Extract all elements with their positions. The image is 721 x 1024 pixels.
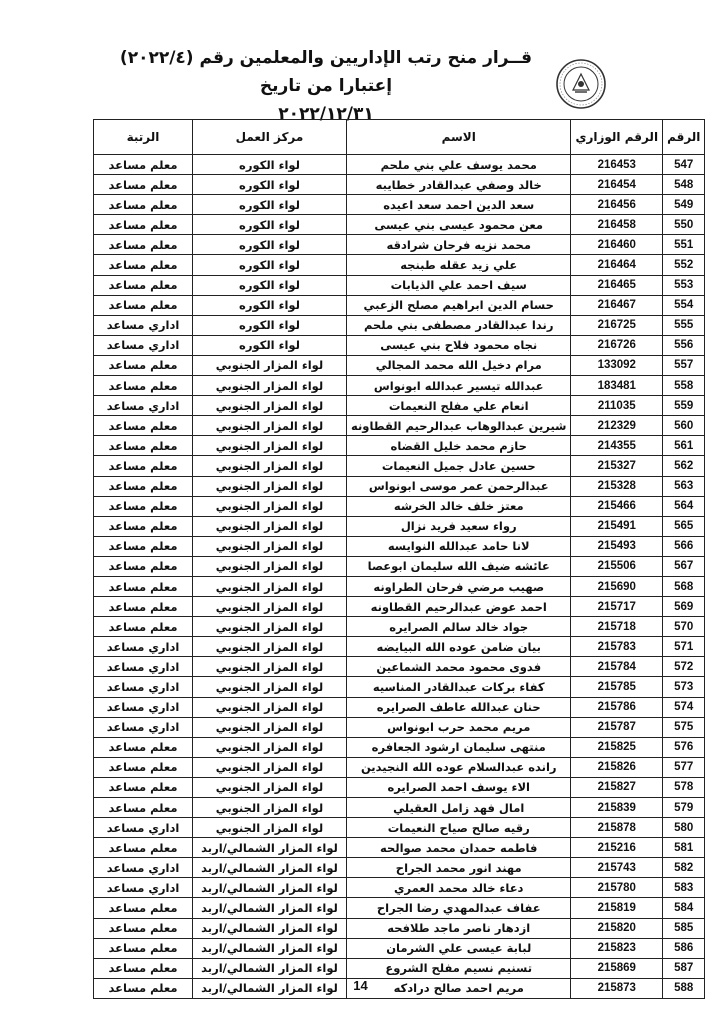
table-row	[94, 617, 705, 637]
cell-workplace: لواء الكوره	[193, 215, 347, 235]
cell-rank: معلم مساعد	[94, 416, 193, 436]
cell-ministry-no: 215878	[571, 818, 663, 838]
table-row	[94, 677, 705, 697]
cell-workplace: لواء المزار الجنوبي	[193, 396, 347, 416]
table-row	[94, 637, 705, 657]
cell-seq: 549	[663, 195, 705, 215]
cell-rank: معلم مساعد	[94, 737, 193, 757]
table-row	[94, 416, 705, 436]
cell-ministry-no: 214355	[571, 436, 663, 456]
cell-seq: 557	[663, 355, 705, 375]
table-row	[94, 536, 705, 556]
cell-ministry-no: 215466	[571, 496, 663, 516]
table-row	[94, 476, 705, 496]
cell-seq: 575	[663, 717, 705, 737]
cell-workplace: لواء الكوره	[193, 175, 347, 195]
column-header-rank: الرتبة	[94, 120, 193, 155]
cell-name: رانده عبدالسلام عوده الله النجيدين	[347, 757, 571, 777]
table-row	[94, 235, 705, 255]
column-header-workplace: مركز العمل	[193, 120, 347, 155]
cell-seq: 573	[663, 677, 705, 697]
cell-workplace: لواء المزار الجنوبي	[193, 657, 347, 677]
cell-name: عائشه ضيف الله سليمان ابوعصا	[347, 556, 571, 576]
cell-ministry-no: 216465	[571, 275, 663, 295]
cell-name: امال فهد زامل العقيلي	[347, 798, 571, 818]
cell-ministry-no: 183481	[571, 376, 663, 396]
cell-ministry-no: 215873	[571, 978, 663, 998]
cell-name: حسام الدين ابراهيم مصلح الزعبي	[347, 295, 571, 315]
cell-seq: 558	[663, 376, 705, 396]
cell-ministry-no: 215493	[571, 536, 663, 556]
cell-seq: 550	[663, 215, 705, 235]
cell-rank: معلم مساعد	[94, 355, 193, 375]
table-row	[94, 918, 705, 938]
cell-workplace: لواء المزار الجنوبي	[193, 536, 347, 556]
cell-ministry-no: 215327	[571, 456, 663, 476]
cell-ministry-no: 215506	[571, 556, 663, 576]
cell-rank: معلم مساعد	[94, 476, 193, 496]
cell-ministry-no: 215491	[571, 516, 663, 536]
cell-workplace: لواء المزار الشمالي/اربد	[193, 858, 347, 878]
cell-seq: 565	[663, 516, 705, 536]
cell-seq: 584	[663, 898, 705, 918]
cell-workplace: لواء الكوره	[193, 155, 347, 175]
cell-name: دعاء خالد محمد العمري	[347, 878, 571, 898]
cell-workplace: لواء المزار الجنوبي	[193, 617, 347, 637]
cell-rank: معلم مساعد	[94, 215, 193, 235]
cell-seq: 553	[663, 275, 705, 295]
table-row	[94, 355, 705, 375]
table-row	[94, 576, 705, 596]
cell-seq: 561	[663, 436, 705, 456]
cell-workplace: لواء المزار الشمالي/اربد	[193, 938, 347, 958]
table-row	[94, 155, 705, 175]
cell-ministry-no: 215820	[571, 918, 663, 938]
table-row	[94, 737, 705, 757]
table-row	[94, 717, 705, 737]
table-row	[94, 376, 705, 396]
cell-name: لبابة عيسى علي الشرمان	[347, 938, 571, 958]
table-row	[94, 777, 705, 797]
cell-ministry-no: 215827	[571, 777, 663, 797]
cell-rank: معلم مساعد	[94, 958, 193, 978]
cell-rank: معلم مساعد	[94, 436, 193, 456]
table-row	[94, 958, 705, 978]
cell-name: عفاف عبدالمهدي رضا الجراح	[347, 898, 571, 918]
cell-workplace: لواء الكوره	[193, 235, 347, 255]
cell-name: حازم محمد خليل القضاه	[347, 436, 571, 456]
cell-ministry-no: 215718	[571, 617, 663, 637]
cell-name: لانا حامد عبدالله النوايسه	[347, 536, 571, 556]
cell-ministry-no: 211035	[571, 396, 663, 416]
cell-workplace: لواء المزار الجنوبي	[193, 637, 347, 657]
cell-workplace: لواء المزار الجنوبي	[193, 416, 347, 436]
cell-name: منتهى سليمان ارشود الجعافره	[347, 737, 571, 757]
cell-ministry-no: 216725	[571, 315, 663, 335]
cell-rank: اداري مساعد	[94, 315, 193, 335]
cell-name: مريم محمد حرب ابونواس	[347, 717, 571, 737]
cell-name: صهيب مرضي فرحان الطراونه	[347, 576, 571, 596]
cell-name: معتز خلف خالد الخرشه	[347, 496, 571, 516]
cell-ministry-no: 215328	[571, 476, 663, 496]
table-row	[94, 938, 705, 958]
cell-name: الاء يوسف احمد الصرايره	[347, 777, 571, 797]
cell-rank: معلم مساعد	[94, 255, 193, 275]
cell-seq: 562	[663, 456, 705, 476]
cell-rank: معلم مساعد	[94, 195, 193, 215]
cell-rank: اداري مساعد	[94, 818, 193, 838]
cell-seq: 567	[663, 556, 705, 576]
cell-workplace: لواء المزار الجنوبي	[193, 717, 347, 737]
cell-workplace: لواء المزار الجنوبي	[193, 456, 347, 476]
cell-seq: 551	[663, 235, 705, 255]
cell-workplace: لواء المزار الجنوبي	[193, 737, 347, 757]
cell-ministry-no: 215743	[571, 858, 663, 878]
table-row	[94, 898, 705, 918]
cell-workplace: لواء المزار الجنوبي	[193, 818, 347, 838]
cell-name: فاطمه حمدان محمد صوالحه	[347, 838, 571, 858]
cell-workplace: لواء المزار الشمالي/اربد	[193, 878, 347, 898]
table-row	[94, 335, 705, 355]
cell-ministry-no: 215717	[571, 597, 663, 617]
cell-name: فدوى محمود محمد الشماعين	[347, 657, 571, 677]
cell-workplace: لواء المزار الجنوبي	[193, 436, 347, 456]
cell-rank: معلم مساعد	[94, 496, 193, 516]
cell-ministry-no: 216726	[571, 335, 663, 355]
cell-rank: معلم مساعد	[94, 556, 193, 576]
cell-seq: 581	[663, 838, 705, 858]
cell-seq: 582	[663, 858, 705, 878]
ranks-table	[93, 119, 705, 999]
cell-workplace: لواء المزار الجنوبي	[193, 757, 347, 777]
cell-rank: اداري مساعد	[94, 858, 193, 878]
cell-rank: معلم مساعد	[94, 516, 193, 536]
cell-workplace: لواء الكوره	[193, 335, 347, 355]
table-row	[94, 295, 705, 315]
cell-workplace: لواء الكوره	[193, 295, 347, 315]
cell-ministry-no: 215783	[571, 637, 663, 657]
cell-name: سعد الدين احمد سعد اعيده	[347, 195, 571, 215]
cell-name: شيرين عبدالوهاب عبدالرحيم القطاونه	[347, 416, 571, 436]
cell-seq: 580	[663, 818, 705, 838]
cell-workplace: لواء المزار الجنوبي	[193, 798, 347, 818]
cell-workplace: لواء الكوره	[193, 255, 347, 275]
cell-ministry-no: 216456	[571, 195, 663, 215]
cell-name: حسين عادل جميل النعيمات	[347, 456, 571, 476]
cell-workplace: لواء المزار الجنوبي	[193, 496, 347, 516]
column-header-name: الاسم	[347, 120, 571, 155]
cell-ministry-no: 212329	[571, 416, 663, 436]
table-header-row	[94, 120, 705, 155]
cell-rank: اداري مساعد	[94, 335, 193, 355]
cell-name: ازدهار ناصر ماجد طلافحه	[347, 918, 571, 938]
cell-seq: 586	[663, 938, 705, 958]
cell-rank: معلم مساعد	[94, 536, 193, 556]
cell-rank: معلم مساعد	[94, 456, 193, 476]
cell-rank: معلم مساعد	[94, 617, 193, 637]
cell-ministry-no: 216453	[571, 155, 663, 175]
cell-rank: اداري مساعد	[94, 697, 193, 717]
cell-seq: 559	[663, 396, 705, 416]
cell-name: كفاء بركات عبدالقادر المناسيه	[347, 677, 571, 697]
page-number: 14	[353, 978, 368, 993]
cell-seq: 577	[663, 757, 705, 777]
cell-workplace: لواء الكوره	[193, 315, 347, 335]
table-row	[94, 315, 705, 335]
cell-name: عبدالرحمن عمر موسى ابونواس	[347, 476, 571, 496]
cell-rank: معلم مساعد	[94, 978, 193, 998]
cell-workplace: لواء المزار الشمالي/اربد	[193, 838, 347, 858]
cell-ministry-no: 216454	[571, 175, 663, 195]
cell-rank: معلم مساعد	[94, 576, 193, 596]
table-row	[94, 858, 705, 878]
table-row	[94, 697, 705, 717]
table-row	[94, 556, 705, 576]
cell-seq: 588	[663, 978, 705, 998]
cell-rank: معلم مساعد	[94, 777, 193, 797]
cell-workplace: لواء المزار الشمالي/اربد	[193, 958, 347, 978]
cell-name: محمد نزيه فرحان شرادقه	[347, 235, 571, 255]
cell-seq: 578	[663, 777, 705, 797]
cell-rank: اداري مساعد	[94, 637, 193, 657]
cell-workplace: لواء الكوره	[193, 195, 347, 215]
cell-rank: معلم مساعد	[94, 175, 193, 195]
cell-ministry-no: 215780	[571, 878, 663, 898]
table-row	[94, 657, 705, 677]
cell-workplace: لواء الكوره	[193, 275, 347, 295]
title-line-2: ٢٠٢٢/١٢/٣١	[278, 104, 374, 124]
cell-ministry-no: 216467	[571, 295, 663, 315]
cell-rank: معلم مساعد	[94, 275, 193, 295]
cell-ministry-no: 215785	[571, 677, 663, 697]
cell-rank: معلم مساعد	[94, 376, 193, 396]
cell-name: رندا عبدالقادر مصطفى بني ملحم	[347, 315, 571, 335]
cell-name: عبدالله تيسير عبدالله ابونواس	[347, 376, 571, 396]
cell-rank: معلم مساعد	[94, 918, 193, 938]
cell-seq: 583	[663, 878, 705, 898]
cell-name: نجاه محمود فلاح بني عيسى	[347, 335, 571, 355]
cell-name: جواد خالد سالم الصرايره	[347, 617, 571, 637]
cell-seq: 572	[663, 657, 705, 677]
cell-ministry-no: 216460	[571, 235, 663, 255]
cell-seq: 570	[663, 617, 705, 637]
table-row	[94, 195, 705, 215]
cell-name: احمد عوض عبدالرحيم القطاونه	[347, 597, 571, 617]
page-title	[91, 44, 561, 128]
cell-name: محمد يوسف علي بني ملحم	[347, 155, 571, 175]
table-row	[94, 878, 705, 898]
cell-ministry-no: 215216	[571, 838, 663, 858]
cell-ministry-no: 215690	[571, 576, 663, 596]
cell-seq: 587	[663, 958, 705, 978]
cell-seq: 585	[663, 918, 705, 938]
cell-rank: اداري مساعد	[94, 878, 193, 898]
cell-rank: معلم مساعد	[94, 938, 193, 958]
table-row	[94, 496, 705, 516]
cell-ministry-no: 215823	[571, 938, 663, 958]
cell-ministry-no: 215787	[571, 717, 663, 737]
cell-seq: 555	[663, 315, 705, 335]
cell-name: حنان عبدالله عاطف الصرايره	[347, 697, 571, 717]
cell-seq: 556	[663, 335, 705, 355]
cell-seq: 548	[663, 175, 705, 195]
cell-rank: معلم مساعد	[94, 295, 193, 315]
cell-seq: 547	[663, 155, 705, 175]
table-row	[94, 838, 705, 858]
cell-seq: 576	[663, 737, 705, 757]
cell-workplace: لواء المزار الجنوبي	[193, 777, 347, 797]
cell-ministry-no: 216464	[571, 255, 663, 275]
cell-name: رقيه صالح صياح النعيمات	[347, 818, 571, 838]
column-header-ministry-no: الرقم الوزاري	[571, 120, 663, 155]
table-row	[94, 255, 705, 275]
column-header-seq: الرقم	[663, 120, 705, 155]
table-row	[94, 818, 705, 838]
cell-rank: اداري مساعد	[94, 657, 193, 677]
ministry-seal-icon	[555, 58, 607, 110]
cell-rank: معلم مساعد	[94, 597, 193, 617]
cell-workplace: لواء المزار الشمالي/اربد	[193, 918, 347, 938]
cell-workplace: لواء المزار الشمالي/اربد	[193, 978, 347, 998]
cell-workplace: لواء المزار الجنوبي	[193, 516, 347, 536]
cell-workplace: لواء المزار الجنوبي	[193, 677, 347, 697]
cell-workplace: لواء المزار الجنوبي	[193, 597, 347, 617]
table-row	[94, 215, 705, 235]
cell-rank: معلم مساعد	[94, 235, 193, 255]
table-row	[94, 798, 705, 818]
cell-name: مهند انور محمد الجراح	[347, 858, 571, 878]
table-row	[94, 275, 705, 295]
cell-seq: 571	[663, 637, 705, 657]
table-row	[94, 456, 705, 476]
cell-ministry-no: 215826	[571, 757, 663, 777]
table-body	[94, 155, 705, 999]
cell-ministry-no: 216458	[571, 215, 663, 235]
cell-seq: 574	[663, 697, 705, 717]
cell-seq: 552	[663, 255, 705, 275]
cell-ministry-no: 133092	[571, 355, 663, 375]
table-row	[94, 436, 705, 456]
cell-ministry-no: 215786	[571, 697, 663, 717]
table-row	[94, 175, 705, 195]
cell-ministry-no: 215825	[571, 737, 663, 757]
cell-ministry-no: 215869	[571, 958, 663, 978]
cell-name: خالد وصفي عبدالقادر خطايبه	[347, 175, 571, 195]
cell-rank: معلم مساعد	[94, 798, 193, 818]
cell-rank: معلم مساعد	[94, 838, 193, 858]
cell-rank: اداري مساعد	[94, 396, 193, 416]
cell-name: انعام علي مفلح النعيمات	[347, 396, 571, 416]
cell-workplace: لواء المزار الجنوبي	[193, 556, 347, 576]
cell-seq: 579	[663, 798, 705, 818]
cell-workplace: لواء المزار الجنوبي	[193, 476, 347, 496]
cell-name: علي زيد عقله طبنجه	[347, 255, 571, 275]
cell-name: بيان ضامن عوده الله البيايضه	[347, 637, 571, 657]
table-row	[94, 597, 705, 617]
cell-rank: معلم مساعد	[94, 757, 193, 777]
cell-seq: 568	[663, 576, 705, 596]
cell-name: تسنيم نسيم مفلح الشروع	[347, 958, 571, 978]
cell-name: مرام دخيل الله محمد المجالي	[347, 355, 571, 375]
cell-seq: 566	[663, 536, 705, 556]
table-row	[94, 396, 705, 416]
cell-seq: 564	[663, 496, 705, 516]
cell-rank: معلم مساعد	[94, 155, 193, 175]
table-row	[94, 516, 705, 536]
cell-ministry-no: 215839	[571, 798, 663, 818]
title-line-1: قــرار منح رتب الإداريين والمعلمين رقم (٢٠٢٢/٤) إعتبارا من تاريخ	[119, 48, 533, 96]
cell-name: معن محمود عيسى بني عيسى	[347, 215, 571, 235]
table-row	[94, 757, 705, 777]
cell-workplace: لواء المزار الجنوبي	[193, 355, 347, 375]
cell-ministry-no: 215819	[571, 898, 663, 918]
cell-seq: 560	[663, 416, 705, 436]
cell-seq: 554	[663, 295, 705, 315]
cell-ministry-no: 215784	[571, 657, 663, 677]
cell-name: مريم احمد صالح درادكه	[347, 978, 571, 998]
cell-name: سيف احمد علي الذيابات	[347, 275, 571, 295]
cell-workplace: لواء المزار الجنوبي	[193, 376, 347, 396]
cell-rank: اداري مساعد	[94, 677, 193, 697]
cell-workplace: لواء المزار الجنوبي	[193, 576, 347, 596]
cell-seq: 563	[663, 476, 705, 496]
cell-name: رواء سعيد فريد نزال	[347, 516, 571, 536]
cell-workplace: لواء المزار الجنوبي	[193, 697, 347, 717]
cell-workplace: لواء المزار الشمالي/اربد	[193, 898, 347, 918]
cell-rank: اداري مساعد	[94, 717, 193, 737]
cell-rank: معلم مساعد	[94, 898, 193, 918]
cell-seq: 569	[663, 597, 705, 617]
